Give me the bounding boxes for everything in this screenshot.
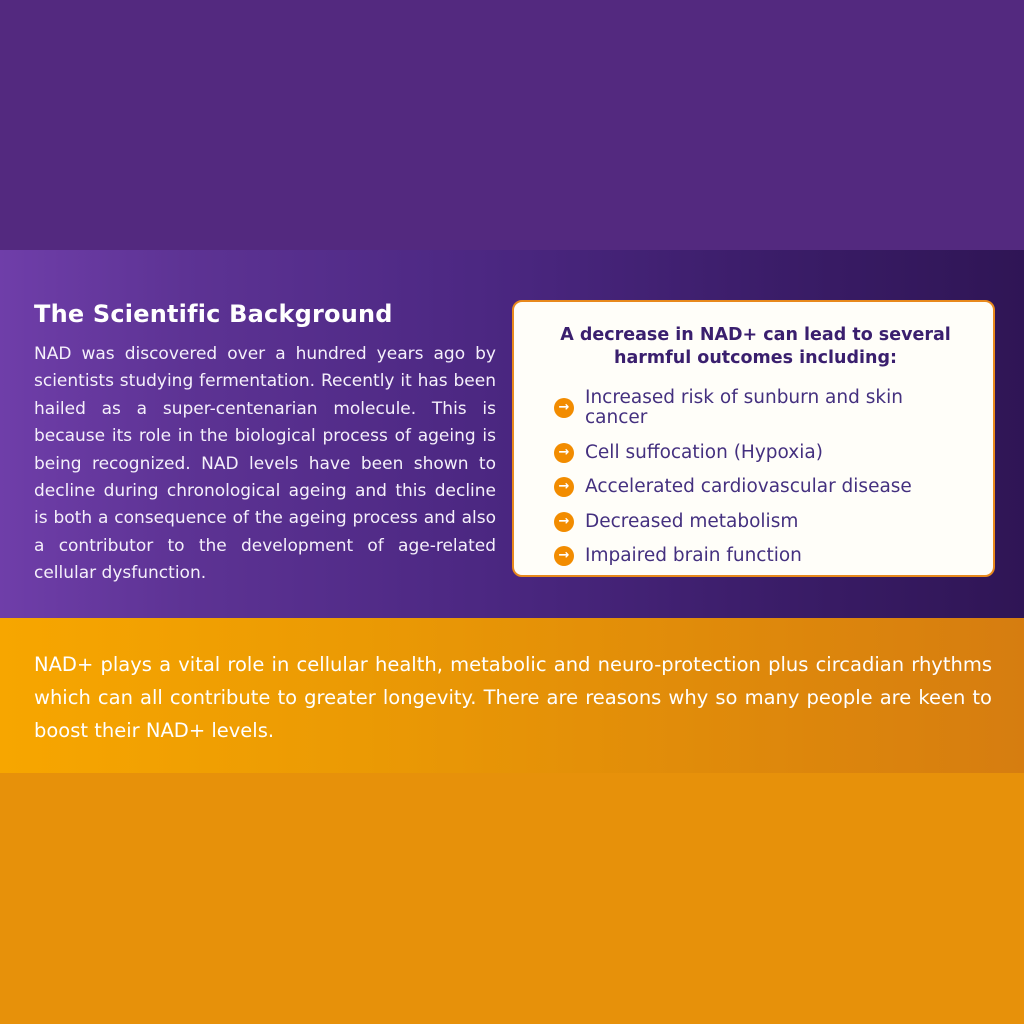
harmful-outcomes-card [512, 300, 995, 577]
scientific-background-section [0, 250, 1024, 618]
scientific-paragraph: NAD was discovered over a hundred years ago by scientists studying fermentation. Recently it has been hailed as a super-centenarian molecule. This is because its role in the biological process of ageing is being recognized. NAD levels have been shown to decline during chronological ageing and this decline is both a consequence of the ageing process and also a contributor to the development of age-related cellular dysfunction. [34, 344, 496, 584]
arrow-right-circle-icon: → [554, 398, 574, 418]
vital-role-band [0, 618, 1024, 773]
outcome-item [554, 512, 969, 532]
arrow-right-circle-icon: → [554, 512, 574, 532]
card-title: A decrease in NAD+ can lead to several harmful outcomes including: [560, 325, 951, 368]
arrow-right-circle-icon: → [554, 477, 574, 497]
outcome-item [554, 546, 969, 566]
outcome-item-label: Accelerated cardiovascular disease [585, 476, 912, 497]
arrow-right-circle-icon: → [554, 443, 574, 463]
outcome-item [554, 388, 969, 428]
outcomes-list [542, 388, 969, 566]
bottom-orange-band [0, 773, 1024, 1024]
scientific-text-column [34, 300, 496, 588]
section-heading: The Scientific Background [34, 300, 393, 328]
outcome-item-label: Impaired brain function [585, 545, 802, 566]
arrow-right-circle-icon: → [554, 546, 574, 566]
top-purple-band [0, 0, 1024, 250]
outcome-item-label: Decreased metabolism [585, 510, 799, 532]
outcome-item-label: Increased risk of sunburn and skin cancer [585, 387, 903, 428]
outcome-item [554, 443, 969, 463]
outcome-item-label: Cell suffocation (Hypoxia) [585, 441, 823, 463]
vital-role-text: NAD+ plays a vital role in cellular health, metabolic and neuro-protection plus circadian rhythms which can all contribute to greater longevity. There are reasons why so many people are keen to boost their NAD+ levels. [34, 653, 992, 742]
outcome-item [554, 477, 969, 497]
